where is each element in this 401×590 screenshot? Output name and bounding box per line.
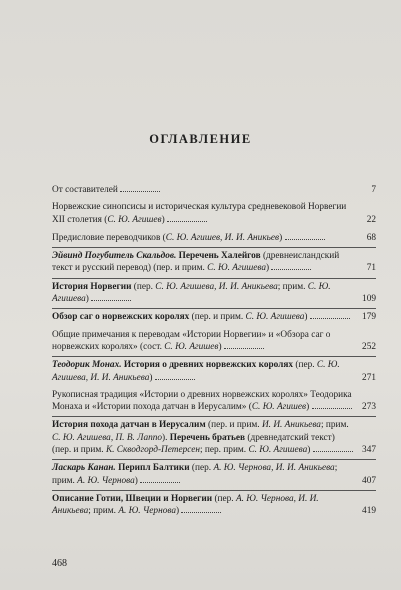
toc-entry-text-part: ) <box>134 475 138 486</box>
toc-entry-text-part: С. Ю. Агишева, П. В. Лаппо <box>52 432 163 443</box>
toc-entry-page: 109 <box>362 294 376 305</box>
leader-dots <box>313 451 353 452</box>
toc-entry[interactable] <box>52 389 376 414</box>
toc-entry[interactable] <box>52 184 376 196</box>
toc-entry-text-part: (пер. <box>189 463 214 474</box>
toc-entry-title <box>52 232 376 244</box>
toc-entry-page: 68 <box>366 232 376 243</box>
toc-entry-title <box>52 281 376 306</box>
toc-entry-text-part: С. Ю. Агишев <box>164 341 219 352</box>
toc-entry[interactable] <box>52 281 376 306</box>
toc-entry-page: 419 <box>362 506 376 517</box>
toc-entry-text-part: С. Ю. Агишев, И. И. Аникьев <box>165 232 280 243</box>
toc-entry-text-part: Обзор саг о норвежских королях <box>52 312 190 323</box>
toc-entry-page: 273 <box>362 402 376 413</box>
toc-entry-text-part: И. И. Аникьева <box>261 420 321 431</box>
toc-entry[interactable] <box>52 462 376 487</box>
toc-entry-page: 22 <box>366 214 376 225</box>
leader-dots <box>155 379 195 380</box>
page-number: 468 <box>52 558 67 569</box>
toc-entry-text-part: (пер. <box>131 281 156 292</box>
toc-entry-text-part: (пер. и прим. <box>189 312 246 323</box>
entry-divider <box>52 490 376 491</box>
toc-entry-text-part: История похода датчан в Иерусалим <box>52 420 206 431</box>
toc-entry-text-part: (древнеисландский текст и русский перевод) (пер. и прим. <box>52 251 340 274</box>
toc-entry-text-part: Перечень братьев <box>169 432 246 443</box>
toc-entry-text-part: Перечень Халейгов <box>176 251 261 262</box>
toc-entry-title <box>52 250 376 275</box>
entry-divider <box>52 416 376 417</box>
leader-dots <box>91 300 131 301</box>
toc-entry-page: 271 <box>362 372 376 383</box>
entry-divider <box>52 459 376 460</box>
toc-entry-text-part: С. Ю. Агишев <box>251 402 307 413</box>
toc-entry-title <box>52 419 376 456</box>
toc-entry-page: 347 <box>362 445 376 456</box>
toc-entry-text-part: Рукописная традиция «Истории о древних норвежских королях» Теодорика Монаха и «Истории похода датчан в Иерусалим» ( <box>52 389 352 413</box>
toc-entry-text-part: ) <box>218 341 222 352</box>
toc-entry-text-part: (пер. и прим. <box>205 420 262 431</box>
toc-entry-text-part: А. Ю. Чернова, И. И. Аникьева <box>213 463 335 474</box>
toc-entry-text-part: Норвежские синопсисы и историческая культура средневековой Норвегии XII столетия ( <box>52 202 347 225</box>
toc-entry-text-part: (пер. <box>212 493 236 504</box>
toc-entry-text-part: ; прим. <box>52 463 338 486</box>
toc-entry[interactable] <box>52 311 376 323</box>
leader-dots <box>120 191 160 192</box>
leader-dots <box>181 512 221 513</box>
toc-entry-text-part: А. Ю. Чернова <box>77 475 135 486</box>
toc-entry-text-part: С. Ю. Агишева, И. И. Аникьева <box>52 360 340 383</box>
toc-entry-text-part: Предисловие переводчиков ( <box>52 232 166 243</box>
toc-entry-text-part: ) <box>85 294 89 305</box>
entry-divider <box>52 356 376 357</box>
toc-entry-text-part: ; прим. <box>320 420 349 431</box>
toc-entry-text-part: История Норвегии <box>52 281 132 292</box>
toc-entry-title <box>52 184 376 196</box>
toc-entry-title <box>52 329 376 354</box>
toc-entry-text-part: Эйвинд Погубитель Скальдов. <box>52 251 177 262</box>
toc-entry-text-part: А. Ю. Чернова, И. И. Аникьева <box>52 493 319 517</box>
toc-entry-text-part: ; прим. <box>277 281 308 292</box>
toc-entry[interactable] <box>52 493 376 518</box>
toc-entry-text-part: ) <box>161 214 165 225</box>
toc-entry-page: 179 <box>362 312 376 323</box>
toc-entry-page: 7 <box>371 185 376 195</box>
leader-dots <box>224 348 264 349</box>
leader-dots <box>312 408 352 409</box>
toc-entry-text-part: Общие примечания к переводам «Истории Норвегии» и «Обзора саг о норвежских королях» (сост. <box>52 329 331 352</box>
toc-entry-text-part: А. Ю. Чернова <box>118 506 176 517</box>
page-title: ОГЛАВЛЕНИЕ <box>149 132 252 146</box>
entry-divider <box>52 308 376 309</box>
toc-entry-title <box>52 201 376 226</box>
toc-entry-text-part: К. Скводгорд-Петерсен <box>105 445 201 456</box>
toc-entry-text-part: ) <box>307 445 311 456</box>
toc-entry[interactable] <box>52 359 376 384</box>
entry-divider <box>52 278 376 279</box>
toc-entry-text-part: ) <box>266 263 270 274</box>
toc-entry-text-part: ) <box>149 372 153 383</box>
toc-entry-text-part: (пер. <box>293 360 317 371</box>
toc-entry[interactable] <box>52 201 376 226</box>
table-of-contents <box>52 184 376 518</box>
toc-entry[interactable] <box>52 250 376 275</box>
toc-entry-text-part: С. Ю. Агишева, И. И. Аникьева <box>155 281 278 292</box>
toc-entry-page: 71 <box>366 263 376 274</box>
toc-entry-title <box>52 389 376 414</box>
toc-entry-title <box>52 493 376 518</box>
leader-dots <box>271 269 311 270</box>
toc-entry-text-part: Теодорик Монах. <box>52 360 122 371</box>
toc-entry[interactable] <box>52 419 376 456</box>
toc-entry[interactable] <box>52 329 376 354</box>
toc-entry-text-part: С. Ю. Агишева <box>207 263 266 274</box>
leader-dots <box>310 318 350 319</box>
toc-entry-text-part: ) <box>279 232 283 243</box>
toc-entry-title <box>52 311 376 323</box>
leader-dots <box>167 221 207 222</box>
toc-entry-text-part: ) <box>175 506 180 517</box>
toc-entry-text-part: (древнедатский текст) (пер. и прим. <box>52 432 335 456</box>
toc-entry-text-part: Перипл Балтики <box>115 463 190 474</box>
toc-entry-text-part: С. Ю. Агишев <box>107 214 162 225</box>
toc-entry-text-part: С. Ю. Агишева <box>248 445 308 456</box>
entry-divider <box>52 247 376 248</box>
toc-entry-text-part: С. Ю. Агишева <box>245 312 305 323</box>
toc-entry-text-part: Описание Готии, Швеции и Норвегии <box>52 493 213 504</box>
toc-entry-page: 407 <box>362 475 376 486</box>
toc-entry-page: 252 <box>362 341 376 352</box>
toc-entry-text-part: История о древних норвежских королях <box>121 360 294 371</box>
toc-entry-title <box>52 462 376 487</box>
toc-entry-text-part: ; пер. прим. <box>200 445 249 456</box>
toc-entry-text-part: От составителей <box>52 185 118 195</box>
toc-entry-title <box>52 359 376 384</box>
leader-dots <box>140 482 180 483</box>
toc-entry[interactable] <box>52 232 376 244</box>
toc-entry-text-part: С. Ю. Агишева <box>52 281 331 305</box>
toc-entry-text-part: ) <box>304 312 308 323</box>
toc-entry-text-part: ) <box>306 402 310 413</box>
leader-dots <box>285 239 325 240</box>
toc-entry-text-part: ; прим. <box>88 506 119 517</box>
toc-entry-text-part: Ласкарь Канан. <box>52 463 116 474</box>
toc-entry-text-part: ). <box>162 432 170 443</box>
